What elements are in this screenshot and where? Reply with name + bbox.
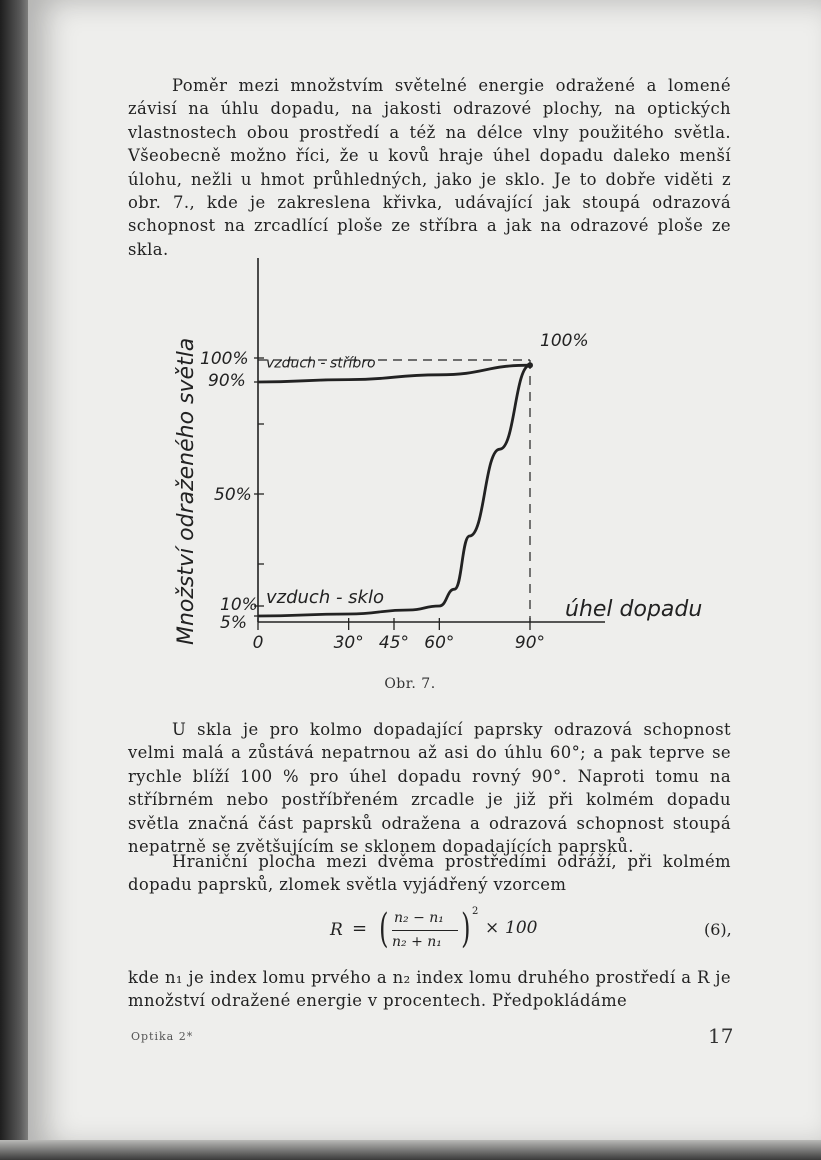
paragraph-boundary: Hraniční plocha mezi dvěma prostředími odráží, při kolmém dopadu paprsků, zlomek světla vyjádřený vzorcem [128,852,731,895]
series-label: vzduch - sklo [266,587,384,609]
formula-equals: = [352,918,368,939]
figure-caption: Obr. 7. [384,676,436,692]
formula-exponent: 2 [472,906,479,917]
x-tick-label: 90° [514,633,546,653]
x-tick-label: 30° [333,633,364,653]
y-tick-label: 90% [208,371,246,391]
paragraph-glass-silver: U skla je pro kolmo dopadající paprsky odrazová schopnost velmi malá a zůstává nepatrnou až asi do úhlu 60°; a pak teprve se rychle blíží 100 % pro úhel dopadu rovný 90°. Naproti tomu na stříbrném nebo postříbřeném zrcadle je již při kolmém dopadu světla značná část paprsků odražena a odrazová schopnost stoupá nepatrně se zvětšujícím se sklonem dopadajících paprsků. [128,720,731,857]
figure-reflection-chart [150,250,740,660]
y-tick-label: 5% [220,613,247,633]
formula-fraction-bar [392,930,458,931]
annotation-100-percent: 100% [540,331,589,351]
x-tick-label: 0 [252,633,264,653]
signature-mark: Optika 2* [131,1030,194,1043]
formula-symbol-R: R [330,920,343,940]
y-axis-title: Množství odraženého světla [174,337,199,645]
page-bottom-edge [0,1140,821,1160]
x-axis-title: úhel dopadu [565,597,703,622]
y-tick-label: 100% [200,349,249,369]
x-tick-label: 60° [424,633,455,653]
formula-hundred: 100 [505,918,538,938]
end-point-marker [527,362,533,368]
formula-numerator: n₂ − n₁ [394,910,444,926]
formula-denominator: n₂ + n₁ [392,934,442,950]
equation-number: (6), [704,920,732,939]
page-number: 17 [708,1024,734,1048]
paragraph-definitions: kde n₁ je index lomu prvého a n₂ index lomu druhého prostředí a R je množství odražené energie v procentech. Předpokládáme [128,968,731,1011]
formula-paren-right: ) [461,906,471,952]
series-label: vzduch - stříbro [266,355,376,372]
series-line-glass [258,365,530,616]
paragraph-intro: Poměr mezi množstvím světelné energie odražené a lomené závisí na úhlu dopadu, na jakosti odrazové plochy, na optických vlastnostech obou prostředí a též na délce vlny použitého světla. Všeobecně možno říci, že u kovů hraje úhel dopadu daleko menší úlohu, nežli u hmot průhledných, jako je sklo. Je to dobře viděti z obr. 7., kde je zakreslena křivka, udávající jak stoupá odrazová schopnost na zrcadlící ploše ze stříbra a jak na odrazové ploše ze skla. [128,76,731,259]
formula-paren-left: ( [379,906,389,952]
x-tick-label: 45° [378,633,410,653]
y-tick-label: 10% [220,595,258,615]
y-tick-label: 50% [214,485,252,505]
formula-reflectance [330,906,550,956]
formula-times: × [485,918,500,938]
